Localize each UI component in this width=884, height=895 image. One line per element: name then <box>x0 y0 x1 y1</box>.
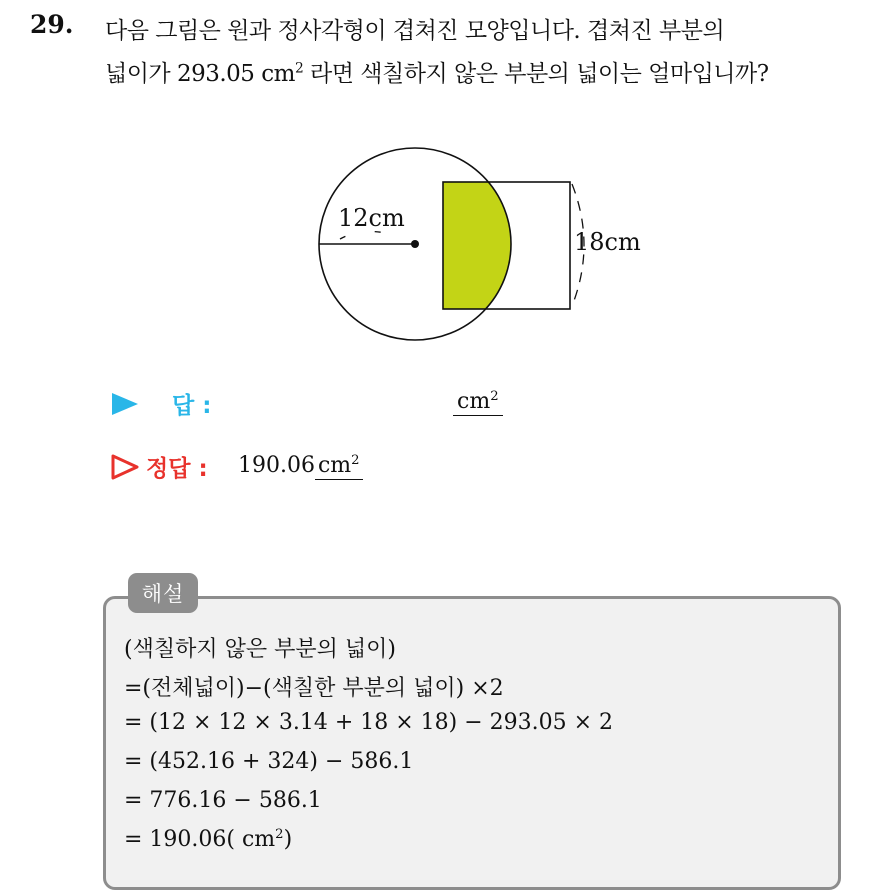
question-line2-sup: 2 <box>294 60 304 77</box>
explanation-line-5: = 776.16 − 586.1 <box>124 788 322 813</box>
explanation-line-6 <box>124 827 292 852</box>
answer-unit: cm <box>457 389 491 414</box>
explanation-line-2: =(전체넓이)−(색칠한 부분의 넓이) ×2 <box>124 676 504 701</box>
answer-unit-sup: 2 <box>490 389 499 405</box>
correct-answer-unit: cm <box>317 453 352 478</box>
outline-play-triangle-icon <box>110 452 140 482</box>
correct-answer-row <box>108 448 528 484</box>
question-line2-prefix: 넓이가 293.05 cm <box>105 61 295 87</box>
question-number: 29. <box>30 10 74 39</box>
explanation-badge: 해설 <box>128 573 198 613</box>
answer-input-blank[interactable] <box>453 389 503 416</box>
figure <box>300 140 660 350</box>
correct-answer-value <box>238 453 363 478</box>
radius-label: 12cm <box>338 204 405 232</box>
side-length-label: 18cm <box>574 228 641 256</box>
answer-row <box>108 385 528 421</box>
question-text-line2 <box>105 55 769 88</box>
explanation-line-1: (색칠하지 않은 부분의 넓이) <box>124 637 396 662</box>
explanation-line-6-prefix: = 190.06( cm <box>124 827 276 852</box>
answer-label: 답 : <box>172 393 212 419</box>
correct-answer-label: 정답 : <box>146 456 208 482</box>
explanation-line-4: = (452.16 + 324) − 586.1 <box>124 749 414 774</box>
explanation-line-6-suffix: ) <box>283 827 293 852</box>
correct-answer-unit-wrap <box>315 453 363 480</box>
center-dot <box>411 240 419 248</box>
question-text-line1: 다음 그림은 원과 정사각형이 겹쳐진 모양입니다. 겹쳐진 부분의 <box>105 18 725 44</box>
correct-answer-unit-sup: 2 <box>351 453 360 469</box>
play-triangle-icon <box>112 393 138 415</box>
question-line2-suffix: 라면 색칠하지 않은 부분의 넓이는 얼마입니까? <box>303 61 769 87</box>
radius-dimension-arc <box>340 232 407 240</box>
explanation-line-6-sup: 2 <box>275 827 284 843</box>
correct-answer-number: 190.06 <box>238 453 315 478</box>
explanation-line-3: = (12 × 12 × 3.14 + 18 × 18) − 293.05 × 2 <box>124 710 614 735</box>
